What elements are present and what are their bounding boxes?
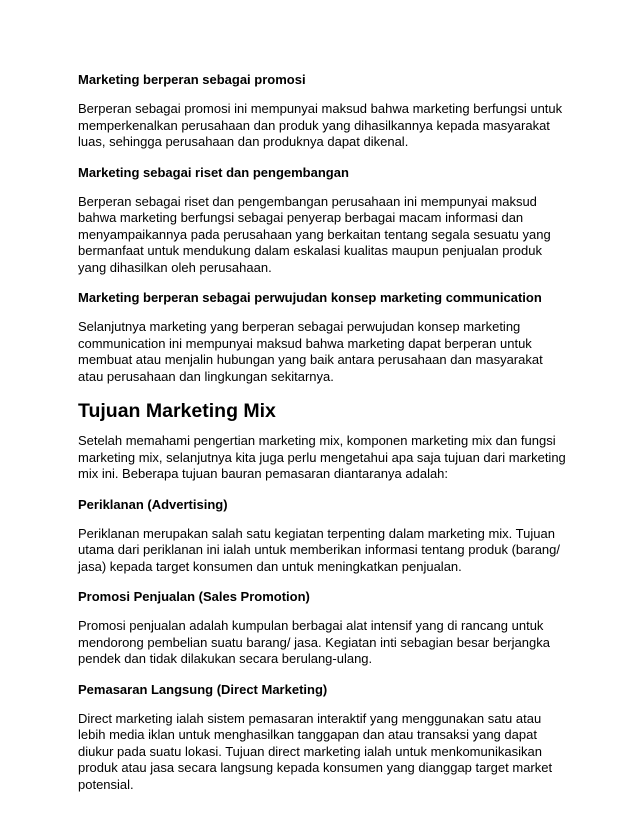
section-heading-riset: Marketing sebagai riset dan pengembangan — [78, 164, 349, 180]
section-body-riset: Berperan sebagai riset dan pengembangan perusahaan ini mempunyai maksud bahwa marketing berfungsi sebagai penyerap berbagai macam informasi dan menyampaikannya pada perusahaan yang berkaitan tentang segala sesuatu yang bermanfaat untuk mendukung dalam eskalasi kualitas maupun penjualan produk yang dihasilkan oleh perusahaan. — [78, 193, 551, 275]
section-body-communication: Selanjutnya marketing yang berperan sebagai perwujudan konsep marketing communication ini mempunyai maksud bahwa marketing dapat berperan untuk membuat atau menjalin hubungan yang baik antara perusahaan dan masyarakat atau perusahaan dan lingkungan sekitarnya. — [78, 319, 543, 384]
item-body-direct-marketing: Direct marketing ialah sistem pemasaran interaktif yang menggunakan satu atau lebih media iklan untuk menghasilkan tanggapan dan atau transaksi yang dapat diukur pada suatu lokasi. Tujuan direct marketing ialah untuk menkomunikasikan produk atau jasa secara langsung kepada konsumen yang dianggap target market potensial. — [78, 710, 553, 792]
section-heading-promosi: Marketing berperan sebagai promosi — [78, 72, 306, 87]
item-heading-sales-promotion: Promosi Penjualan (Sales Promotion) — [78, 589, 310, 604]
tujuan-title: Tujuan Marketing Mix — [78, 400, 276, 422]
item-heading-advertising: Periklanan (Advertising) — [78, 496, 228, 512]
section-heading-communication: Marketing berperan sebagai perwujudan konsep marketing communication — [78, 290, 542, 305]
item-body-advertising: Periklanan merupakan salah satu kegiatan terpenting dalam marketing mix. Tujuan utama dari periklanan ini ialah untuk memberikan informasi tentang produk (barang/ jasa) kepada target konsumen dan untuk meningkatkan penjualan. — [78, 525, 560, 574]
document-content — [78, 72, 566, 793]
tujuan-intro: Setelah memahami pengertian marketing mix, komponen marketing mix dan fungsi marketing mix, selanjutnya kita juga perlu mengetahui apa saja tujuan dari marketing mix ini. Beberapa tujuan bauran pemasaran diantaranya adalah: — [78, 433, 566, 481]
item-heading-direct-marketing: Pemasaran Langsung (Direct Marketing) — [78, 681, 328, 697]
section-body-promosi: Berperan sebagai promosi ini mempunyai maksud bahwa marketing berfungsi untuk memperkenalkan perusahaan dan produk yang dihasilkannya kepada masyarakat luas, sehingga perusahaan dan produknya dapat dikenal. — [78, 101, 563, 149]
item-body-sales-promotion: Promosi penjualan adalah kumpulan berbagai alat intensif yang di rancang untuk mendorong pembelian suatu barang/ jasa. Kegiatan inti sebagian besar berjangka pendek dan tidak dilakukan secara berulang-ulang. — [78, 618, 550, 666]
